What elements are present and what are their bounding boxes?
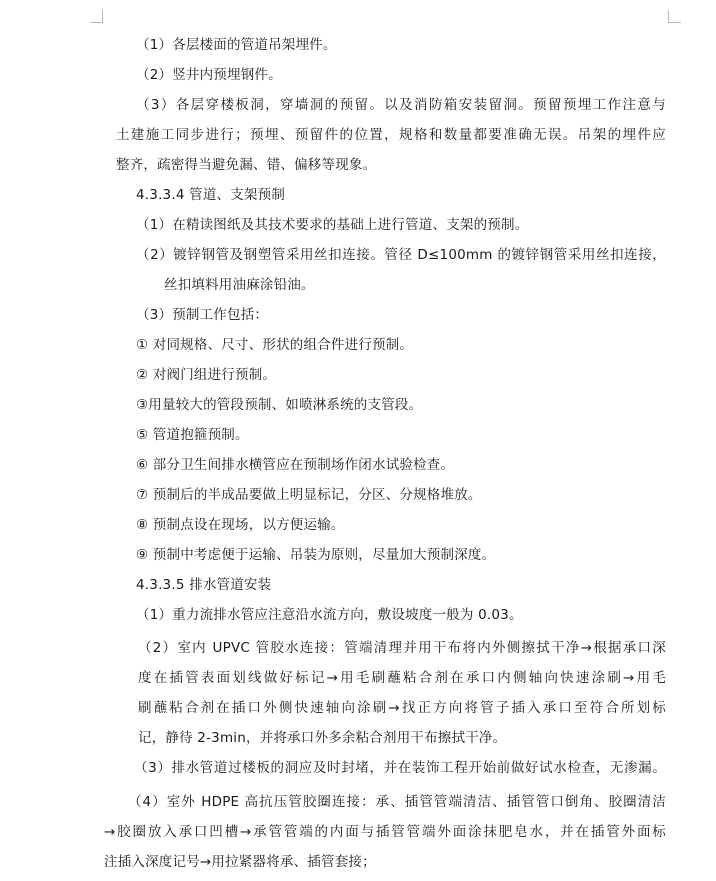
list-item: ① 对同规格、尺寸、形状的组合件进行预制。 <box>136 337 414 353</box>
list-item: ⑨ 预制中考虑便于运输、吊装为原则，尽量加大预制深度。 <box>136 547 496 563</box>
list-item: ⑧ 预制点设在现场，以方便运输。 <box>136 517 345 533</box>
text-line: （1）重力流排水管应注意沿水流方向，敷设坡度一般为 0.03。 <box>136 607 523 623</box>
text-line: 刷蘸粘合剂在插口外侧快速轴向涂刷→找正方向将管子插入承口至符合所划标 <box>138 700 666 716</box>
text-line: （2）竖井内预埋钢件。 <box>136 67 282 83</box>
text-line: 度在插管表面划线做好标记→用毛刷蘸粘合剂在承口内侧轴向快速涂刷→用毛 <box>138 670 666 686</box>
text-line: （2）室内 UPVC 管胶水连接：管端清理并用干布将内外侧擦拭干净→根据承口深 <box>138 640 666 656</box>
list-item: ⑥ 部分卫生间排水横管应在预制场作闭水试验检查。 <box>136 457 455 473</box>
list-item: ⑤ 管道抱箍预制。 <box>136 427 249 443</box>
text-line: 土建施工同步进行；预埋、预留件的位置，规格和数量都要准确无误。吊架的埋件应 <box>116 127 666 143</box>
text-line: （1）在精读图纸及其技术要求的基础上进行管道、支架的预制。 <box>136 217 529 233</box>
page-corner-mark-top-right <box>668 10 681 23</box>
text-line: 丝扣填料用油麻涂铅油。 <box>164 277 315 293</box>
text-line: 整齐，疏密得当避免漏、错、偏移等现象。 <box>116 157 377 173</box>
text-line: （2）镀锌钢管及钢塑管采用丝扣连接。管径 D≤100mm 的镀锌钢管采用丝扣连接， <box>136 247 666 263</box>
section-heading: 4.3.3.5 排水管道安装 <box>136 577 272 593</box>
list-item: ② 对阀门组进行预制。 <box>136 367 277 383</box>
text-line: 记，静待 2-3min，并将承口外多余粘合剂用干布擦拭干净。 <box>138 730 507 746</box>
text-line: 注插入深度记号→用拉紧器将承、插管套接； <box>104 854 376 870</box>
list-item: ⑦ 预制后的半成品要做上明显标记，分区、分规格堆放。 <box>136 487 482 503</box>
text-line: （4）室外 HDPE 高抗压管胶圈连接：承、插管管端清洁、插管管口倒角、胶圈清洁 <box>128 794 666 810</box>
text-line: （1）各层楼面的管道吊架埋件。 <box>136 37 337 53</box>
text-line: （3）排水管道过楼板的洞应及时封堵，并在装饰工程开始前做好试水检查，无渗漏。 <box>134 760 666 776</box>
text-line: （3）各层穿楼板洞，穿墙洞的预留。以及消防箱安装留洞。预留预埋工作注意与 <box>136 97 666 113</box>
page-corner-mark-top-left <box>90 10 103 23</box>
section-heading: 4.3.3.4 管道、支架预制 <box>136 187 286 203</box>
text-line: →胶圈放入承口凹槽→承管管端的内面与插管管端外面涂抹肥皂水，并在插管外面标 <box>104 824 666 840</box>
text-line: （3）预制工作包括： <box>136 307 269 323</box>
list-item: ③用量较大的管段预制、如喷淋系统的支管段。 <box>136 397 423 413</box>
